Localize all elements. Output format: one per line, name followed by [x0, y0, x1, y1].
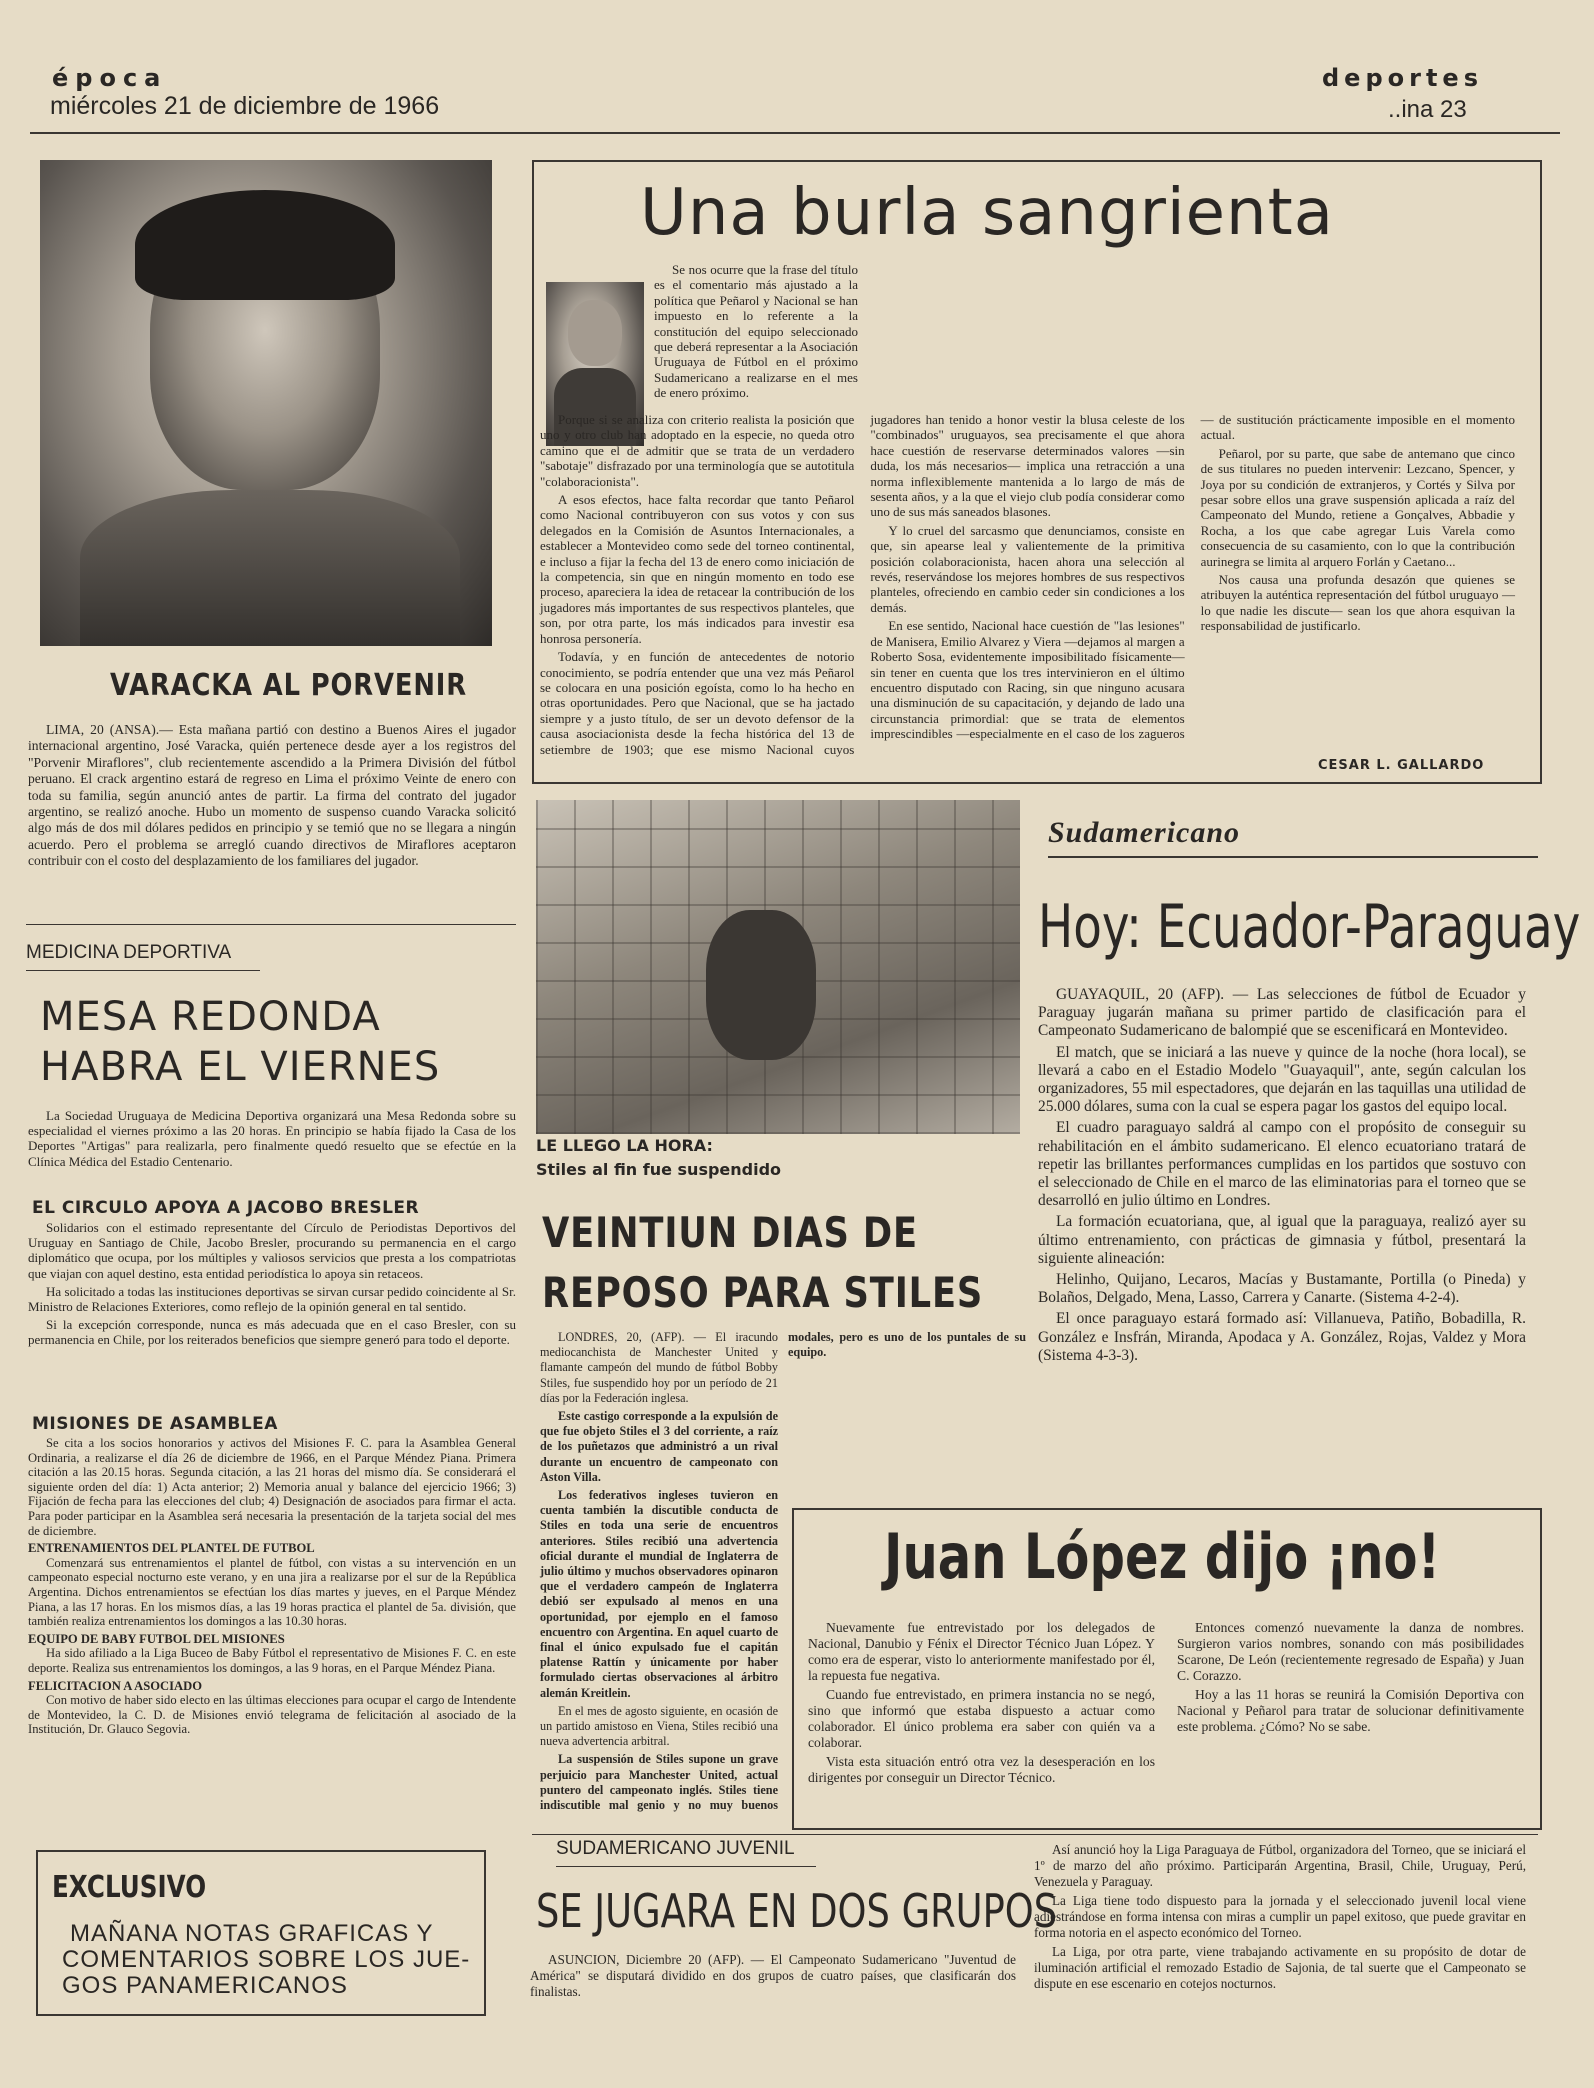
burla-byline: CESAR L. GALLARDO — [1318, 758, 1485, 773]
juvenil-kicker: SUDAMERICANO JUVENIL — [556, 1838, 795, 1859]
stiles-photo — [536, 800, 1020, 1134]
exclusivo-line2: COMENTARIOS SOBRE LOS JUE- — [62, 1946, 471, 1973]
misiones-sub-baby-futbol: EQUIPO DE BABY FUTBOL DEL MISIONES — [28, 1631, 285, 1646]
exclusivo-line1: MAÑANA NOTAS GRAFICAS Y — [70, 1920, 434, 1947]
stiles-headline-line2: REPOSO PARA STILES — [542, 1268, 984, 1317]
misiones-sub-felicitacion: FELICITACION A ASOCIADO — [28, 1678, 203, 1693]
stiles-caption-line1: LE LLEGO LA HORA: — [536, 1136, 713, 1155]
burla-body: Porque si se analiza con criterio realista la posición que uno y otro club han adoptado en la especie, no queda otro camino que el de admitir que se trata de un verdadero "sabotaje" disfrazado por una terminología que se autotitula "colaboracionista". A esos efectos, hace falta recordar que tanto Peñarol como Nacional contribuyeron con sus votos y con sus delegados en la Comisión de Asuntos Internacionales, a establecer a Montevideo como sede del torneo continental, e incluso a fijar la fecha del 13 de enero como iniciación de la competencia, sin que en ningún momento en todo ese proceso, apareciera la idea de retacear la contribución de los jugadores más importantes de sus respectivos planteles, que son, por otra parte, los más indicados para investir esa honrosa personería. Todavía, y en función de antecedentes de notorio conocimiento, se podría entender que una vez más Peñarol se colocara en una posición egoísta, como lo ha hecho en otras oportunidades. Pero que Nacional, que se ha jactado siempre y a justo título, de ser un devoto defensor de la causa asociacionista desde la fecha histórica del 13 de setiembre de 1903; que ese mismo Nacional cuyos jugadores han tenido a honor vestir la blusa celeste de los "combinados" uruguayos, sea precisamente el que ahora hace cuestión de reservarse determinados valores —sin duda, los más necesarios— implica una retracción a una norma inflexiblemente mantenida a lo largo de más de sesenta años, y a la que el viejo club podía considerar como uno de sus más saneados blasones. Y lo cruel del sarcasmo que denunciamos, consiste en que, sin apearse leal y valientemente de la primitiva posición colaboracionista, hacen ahora una selección al revés, reservándose los mejores hombres de sus respectivos planteles, ofreciendo en cambio ceder sin condiciones a los demás. En ese sentido, Nacional hace cuestión de "las lesiones" de Manisera, Emilio Alvarez y Viera —dejamos al margen a Roberto Sosa, evidentemente imposibilitado físicamente— sin tener en cuenta que los tres intervinieron en el último encuentro disputado con Racing, sin que ninguno acusara una disminución de su capacitación, y dejando de lado una circunstancia primordial: que se trata de elementos imprescindibles —especialmente en el caso de los zagueros— de sustitución prácticamente imposible en el momento actual. Peñarol, por su parte, que sabe de antemano que cinco de sus titulares no pueden intervenir: Lezcano, Spencer, y Joya por su condición de extranjeros, y Cortés y Silva por pesar sobre ellos una grave suspensión aplicada a raíz del Campeonato del Mundo, retiene a Gonçalves, Abbadie y Rocha, a los que cabe agregar Luis Varela como consecuencia de su casamiento, con lo que la contribución aurinegra se limita al arquero Forlán y Caetano... Nos causa una profunda desazón que quienes se atribuyen la auténtica representación del fútbol uruguayo —lo que nadie les discute— sean los que ahora esquivan la responsabilidad de justificarlo. — [540, 412, 1515, 757]
sudamericano-kicker-rule — [1048, 856, 1538, 858]
lopez-body: Nuevamente fue entrevistado por los delegados de Nacional, Danubio y Fénix el Director Técnico Juan López. Y como era de esperar, visto lo anteriormente manifestado por él, la repuesta fue negativa. Cuando fue entrevistado, en primera instancia no se negó, sino que informó que estaba dispuesto a actuar como colaborador. El único problema era saber con quién va a colaborar. Vista esta situación entró otra vez la desesperación en los dirigentes por conseguir un Director Técnico. Entonces comenzó nuevamente la danza de nombres. Surgieron varios nombres, sonando con más posibilidades Scarone, De León (recientemente regresado de España) y Juan C. Corazzo. Hoy a las 11 horas se reunirá la Comisión Deportiva con Nacional y Peñarol para tratar de solucionar definitivamente este problema. ¿Cómo? No se sabe. — [808, 1620, 1524, 1785]
medicina-headline-line2: HABRA EL VIERNES — [40, 1044, 441, 1090]
medicina-kicker: MEDICINA DEPORTIVA — [26, 942, 232, 963]
masthead-page-number: ..ina 23 — [1388, 96, 1467, 123]
circulo-headline: EL CIRCULO APOYA A JACOBO BRESLER — [32, 1198, 420, 1218]
juvenil-headline: SE JUGARA EN DOS GRUPOS — [536, 1884, 1058, 1938]
juvenil-body-right: Así anunció hoy la Liga Paraguaya de Fútbol, organizadora del Torneo, que se iniciará el 1º de marzo del año próximo. Participarán Argentina, Brasil, Chile, Uruguay, Perú, Venezuela y Paraguay. La Liga tiene todo dispuesto para la jornada y el seleccionado juvenil local viene adiestrándose en forma intensa con miras a cumplir un papel exitoso, que puede gravitar en forma notoria en el aspecto económico del Torneo. La Liga, por otra parte, viene trabajando activamente en su propósito de dotar de iluminación artificial el remozado Estadio de Sajonia, de tal suerte que el Campeonato se dispute en ese escenario en cotejos nocturnos. — [1034, 1842, 1526, 1991]
lopez-headline: Juan López dijo ¡no! — [884, 1520, 1441, 1593]
misiones-body: Se cita a los socios honorarios y activos del Misiones F. C. para la Asamblea General Ordinaria, a realizarse el día 26 de diciembre de 1966, en el Parque Méndez Piana. Primera citación a las 20.15 horas. Segunda citación, a las 21 horas del mismo día. Se considerará el siguiente orden del día: 1) Acta anterior; 2) Memoria anual y balance del ejercicio 1966; 3) Fijación de fecha para las elecciones del club; 4) Designación de asociados para firmar el acta. Para poder participar en la Asamblea será necesaria la presentación de la tarjeta social del mes de diciembre. ENTRENAMIENTOS DEL PLANTEL DE FUTBOL Comenzará sus entrenamientos el plantel de fútbol, con vistas a su intervención en un campeonato especial nocturno este verano, y en una jira a realizarse por el sur de la República Argentina. Dichos entrenamientos se efectúan los días martes y jueves, en el Parque Méndez Piana, a las 17 horas. En los mismos días, a las 19 horas practica el plantel de 5a. división, que también realiza entrenamientos los domingos a las 10.30 horas. EQUIPO DE BABY FUTBOL DEL MISIONES Ha sido afiliado a la Liga Buceo de Baby Fútbol el representativo de Misiones F. C. en este deporte. Realiza sus entrenamientos los domingos, a las 9 horas, en el Parque Méndez Piana. FELICITACION A ASOCIADO Con motivo de haber sido electo en las últimas elecciones para ocupar el cargo de Intendente de Montevideo, la C. D. de Misiones envió telegrama de felicitación al asociado de la Institución, Dr. Glauco Segovia. — [28, 1436, 516, 1737]
juvenil-body-left: ASUNCION, Diciembre 20 (AFP). — El Campeonato Sudamericano "Juventud de América" se disputará dividido en dos grupos de cuatro países, que clasificarán dos finalistas. — [530, 1952, 1016, 1999]
exclusivo-title: EXCLUSIVO — [52, 1870, 207, 1905]
juvenil-kicker-rule — [556, 1866, 816, 1867]
stiles-headline-line1: VEINTIUN DIAS DE — [542, 1208, 918, 1257]
masthead-date: miércoles 21 de diciembre de 1966 — [50, 92, 440, 120]
burla-lead: Se nos ocurre que la frase del título es el comentario más ajustado a la política que Peñarol y Nacional se han impuesto en lo referente a la constitución del equipo seleccionado que deberá representar a la Asociación Uruguaya de Fútbol en el próximo Sudamericano a realizarse en el mes de enero próximo. — [654, 262, 858, 401]
medicina-headline-line1: MESA REDONDA — [40, 994, 381, 1040]
varacka-photo — [40, 160, 492, 646]
masthead-paper: época — [52, 64, 168, 92]
varacka-headline: VARACKA AL PORVENIR — [110, 668, 467, 703]
sudamericano-headline: Hoy: Ecuador-Paraguay — [1038, 892, 1581, 962]
sudamericano-body: GUAYAQUIL, 20 (AFP). — Las selecciones de fútbol de Ecuador y Paraguay jugarán mañana su primer partido de clasificación para el Campeonato Sudamericano de balompié que se escenificará en Montevideo. El match, que se iniciará a las nueve y quince de la noche (hora local), se llevará a cabo en el Estadio Modelo "Guayaquil", ante, según calculan los organizadores, 55 mil espectadores, que dejarán en las taquillas una utilidad de 25.000 dólares, suma con la cual se espera pagar los gastos del equipo local. El cuadro paraguayo saldrá al campo con el propósito de conseguir su rehabilitación en el ámbito sudamericano. El elenco ecuatoriano tratará de repetir las brillantes performances cumplidas en los partidos que sostuvo con el seleccionado de Chile en el marco de las eliminatorias para el torneo que se desarrolló en julio último en Londres. La formación ecuatoriana, que, al igual que la paraguaya, realizó ayer su último entrenamiento, con prácticas de gimnasia y fútbol, presentará la siguiente alineación: Helinho, Quijano, Lecaros, Macías y Bustamante, Portilla (o Pineda) y Bolaños, Delgado, Mena, Lasso, Carrera y Canarte. (Sistema 4-2-4). El once paraguayo estará formado así: Villanueva, Patiño, Bobadilla, R. González e Insfrán, Miranda, Apodaca y A. González, Rojas, Valdez y Mora (Sistema 4-3-3). — [1038, 986, 1526, 1364]
juvenil-top-rule — [532, 1834, 1538, 1835]
circulo-body: Solidarios con el estimado representante del Círculo de Periodistas Deportivos del Uruguay en Santiago de Chile, Jacobo Bresler, procurando su permanencia en el cargo diplomático que ocupa, por los múltiples y valiosos servicios que presta a los compatriotas que viajan con aquel destino, esta entidad periodística lo apoya sin retaceos. Ha solicitado a todas las instituciones deportivas se sirvan cursar pedido coincidente al Sr. Ministro de Relaciones Exteriores, como reflejo de la opinión general en tal sentido. Si la excepción corresponde, nunca es más adecuada que en el caso Bresler, con su permanencia en Chile, por los reiterados beneficios que siempre generó para todo el deporte. — [28, 1220, 516, 1348]
medicina-body: La Sociedad Uruguaya de Medicina Deportiva organizará una Mesa Redonda sobre su especialidad el viernes próximo a las 20 horas. En principio se había fijado la Casa de los Deportes "Artigas" para realizarla, pero finalmente quedó resuelto que se efectúe en la Clínica Médica del Estadio Centenario. — [28, 1108, 516, 1169]
masthead-section: deportes — [1322, 64, 1483, 92]
varacka-body: LIMA, 20 (ANSA).— Esta mañana partió con destino a Buenos Aires el jugador internacional argentino, José Varacka, quién pertenece desde ayer a los registros del "Porvenir Miraflores", club recientemente ascendido a la Primera División del fútbol peruano. El crack argentino estará de regreso en Lima el próximo Veinte de enero con toda su familia, según anunció antes de partir. La firma del contrato del jugador argentino, se realizó anoche. Hubo un momento de suspenso cuando Varacka solicitó algo más de dos mil dólares pedidos en principio y se temió que no se llegara a ningún acuerdo. Pero el problema se arregló cuando directivos de Miraflores aceptaron contribuir con el costo del desplazamiento de los familiares del jugador. — [28, 722, 516, 869]
stiles-caption-line2: Stiles al fin fue suspendido — [536, 1160, 782, 1179]
misiones-sub-entrenamientos: ENTRENAMIENTOS DEL PLANTEL DE FUTBOL — [28, 1541, 315, 1556]
sudamericano-kicker: Sudamericano — [1048, 816, 1241, 849]
medicina-kicker-rule — [26, 970, 260, 971]
stiles-body: LONDRES, 20, (AFP). — El iracundo mediocanchista de Manchester United y flamante campeón del mundo de fútbol Bobby Stiles, fue suspendido hoy por un período de 21 días por la Federación inglesa. Este castigo corresponde a la expulsión de que fue objeto Stiles el 3 del corriente, a raíz de los puñetazos que administró a un rival durante un encuentro de campeonato con Aston Villa. Los federativos ingleses tuvieron en cuenta también la discutible conducta de Stiles en toda una serie de encuentros anteriores. Stiles recibió una advertencia oficial durante el mundial de Inglaterra de julio último y muchos observadores opinaron que el verdadero campeón de Inglaterra debió ser expulsado al menos en una oportunidad, por ejemplo en el famoso encuentro con Argentina. En aquel cuarto de final el único expulsado fue el capitán platense Rattín y únicamente por haber formulado ciertas observaciones al árbitro alemán Kreitlein. En el mes de agosto siguiente, en ocasión de un partido amistoso en Viena, Stiles recibió una nueva advertencia arbitral. La suspensión de Stiles supone un grave perjuicio para Manchester United, actual puntero del campeonato inglés. Stiles tiene indiscutible mal genio y no muy buenos modales, pero es uno de los puntales de su equipo. — [540, 1330, 1026, 1813]
misiones-headline: MISIONES DE ASAMBLEA — [32, 1414, 278, 1434]
exclusivo-line3: GOS PANAMERICANOS — [62, 1972, 348, 1999]
masthead-rule — [30, 132, 1560, 134]
varacka-rule — [26, 924, 516, 925]
burla-headline: Una burla sangrienta — [640, 176, 1334, 250]
